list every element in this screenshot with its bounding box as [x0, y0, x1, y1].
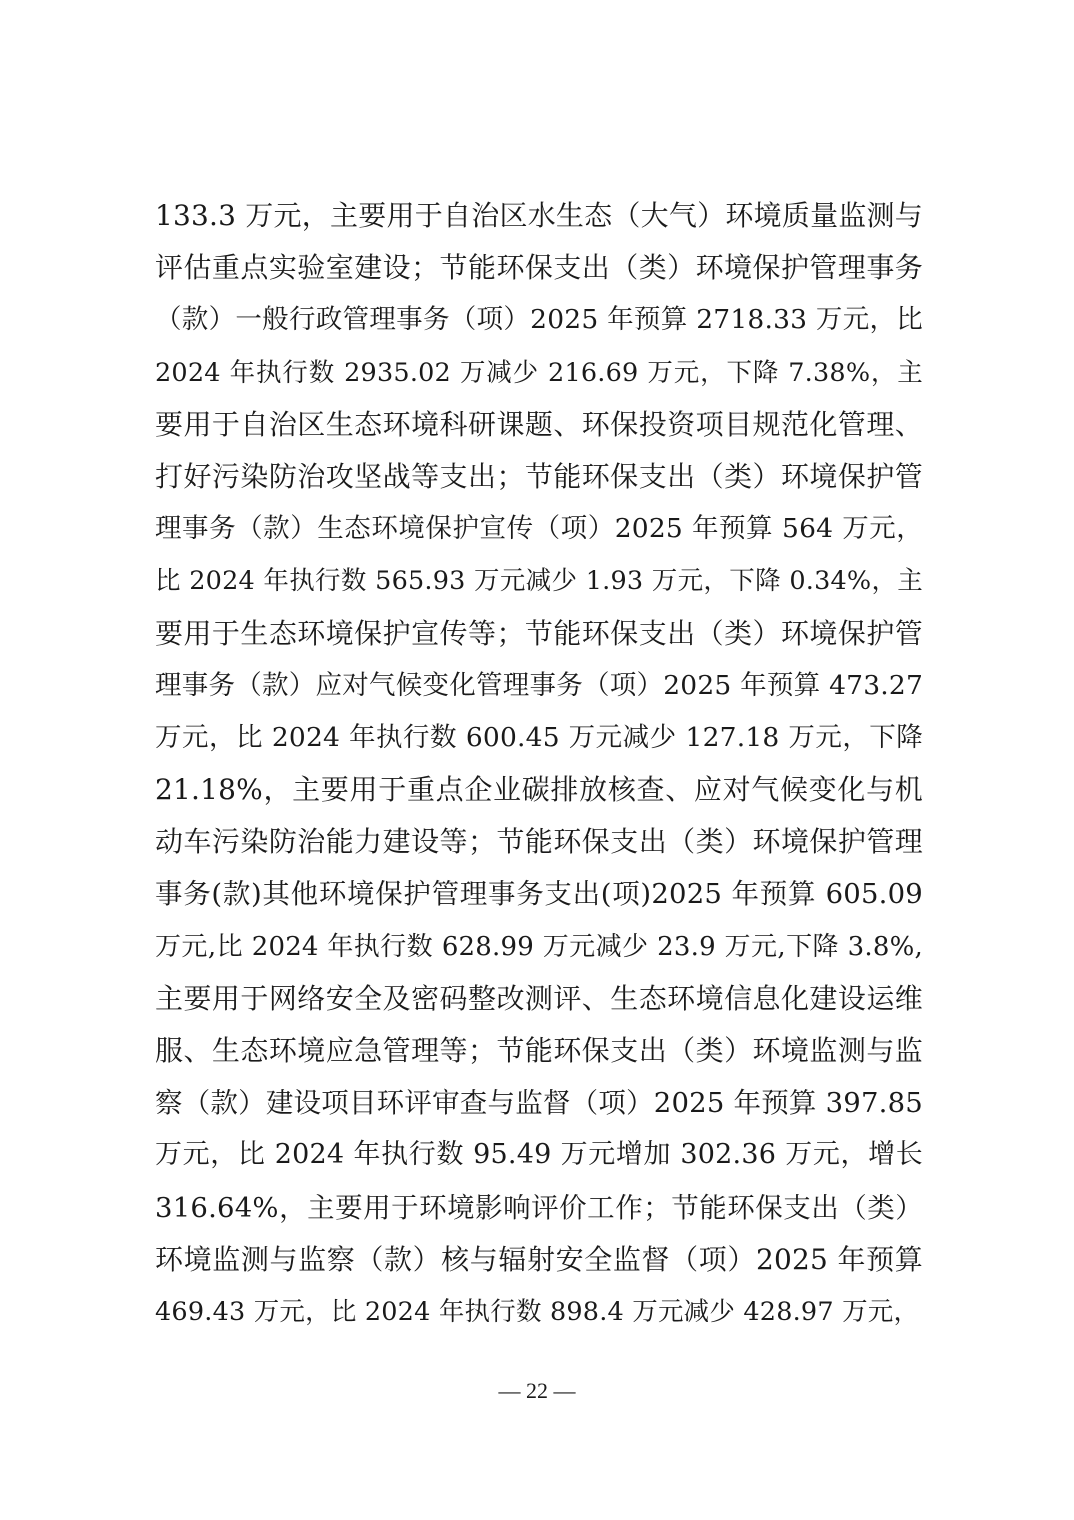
- text-line: 打好污染防治攻坚战等支出；节能环保支出（类）环境保护管: [155, 459, 923, 493]
- body-paragraph: [155, 190, 923, 1338]
- text-line: 事务(款)其他环境保护管理事务支出(项)2025 年预算 605.09: [155, 878, 923, 911]
- text-line: 469.43 万元，比 2024 年执行数 898.4 万元减少 428.97 万元，: [155, 1296, 920, 1327]
- text-line: 主要用于网络安全及密码整改测评、生态环境信息化建设运维: [155, 981, 923, 1015]
- text-line: 察（款）建设项目环评审查与监督（项）2025 年预算 397.85: [155, 1087, 923, 1120]
- text-line: 环境监测与监察（款）核与辐射安全监督（项）2025 年预算: [155, 1242, 923, 1276]
- text-line: 理事务（款）生态环境保护宣传（项）2025 年预算 564 万元，: [155, 513, 923, 545]
- text-line: 要用于自治区生态环境科研课题、环保投资项目规范化管理、: [155, 407, 923, 441]
- text-line: 服、生态环境应急管理等；节能环保支出（类）环境监测与监: [155, 1034, 923, 1067]
- text-line: 万元，比 2024 年执行数 600.45 万元减少 127.18 万元，下降: [155, 721, 923, 753]
- text-line: 万元，比 2024 年执行数 95.49 万元增加 302.36 万元，增长: [155, 1139, 923, 1171]
- text-line: （款）一般行政管理事务（项）2025 年预算 2718.33 万元，比: [155, 304, 923, 336]
- text-line: 2024 年执行数 2935.02 万减少 216.69 万元，下降 7.38%，主: [155, 357, 923, 388]
- text-line: 133.3 万元，主要用于自治区水生态（大气）环境质量监测与: [155, 199, 923, 232]
- text-line: 理事务（款）应对气候变化管理事务（项）2025 年预算 473.27: [155, 669, 923, 701]
- text-line: 比 2024 年执行数 565.93 万元减少 1.93 万元，下降 0.34%，主: [155, 566, 923, 597]
- page-number: — 22 —: [498, 1378, 576, 1403]
- text-line: 要用于生态环境保护宣传等；节能环保支出（类）环境保护管: [155, 616, 923, 650]
- text-line: 评估重点实验室建设；节能环保支出（类）环境保护管理事务: [155, 251, 923, 285]
- text-line: 万元,比 2024 年执行数 628.99 万元减少 23.9 万元,下降 3.8%,: [155, 931, 923, 962]
- text-line: 动车污染防治能力建设等；节能环保支出（类）环境保护管理: [155, 825, 923, 859]
- text-line: 316.64%，主要用于环境影响评价工作；节能环保支出（类）: [155, 1191, 923, 1224]
- text-line: 21.18%，主要用于重点企业碳排放核查、应对气候变化与机: [155, 773, 923, 807]
